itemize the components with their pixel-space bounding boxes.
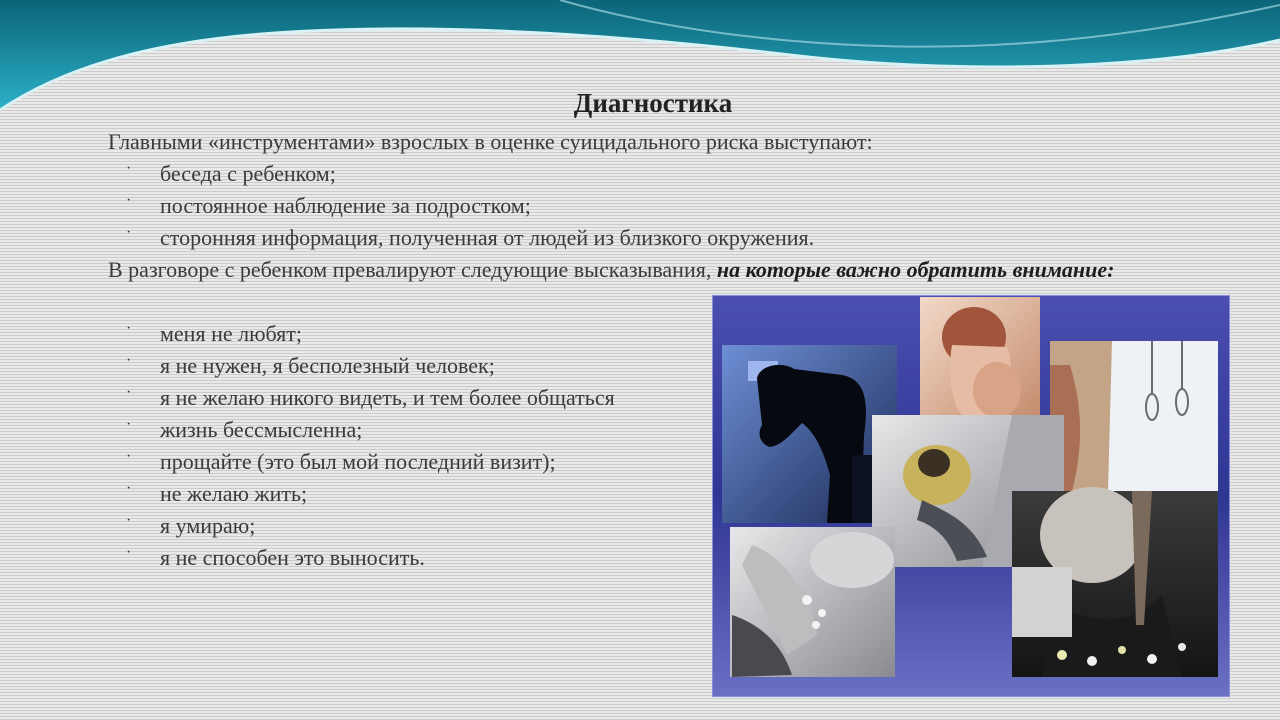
bullet-icon: · [126, 512, 132, 529]
bullet-icon: · [126, 192, 132, 209]
statement-item: · я умираю; [126, 512, 256, 538]
bullet-icon: · [126, 160, 132, 177]
statements-intro: В разговоре с ребенком превалируют следующие высказывания, [108, 257, 712, 282]
statement-item: · жизнь бессмысленна; [126, 416, 363, 442]
photo-girl-hugging-knees [920, 297, 1040, 418]
statement-item: · я не желаю никого видеть, и тем более общаться [126, 384, 615, 410]
photo-hand-with-pills [730, 527, 895, 677]
statements-paragraph [60, 254, 1248, 286]
bullet-icon: · [126, 352, 132, 369]
statements-emphasis: на которые важно обратить [716, 257, 1008, 282]
tools-list-item: · постоянное наблюдение за подростком; [126, 192, 531, 218]
tools-list [110, 158, 814, 254]
slide-title: Диагностика [573, 88, 733, 118]
statements-list [110, 318, 615, 574]
photo-nooses-window [1050, 341, 1218, 491]
bullet-icon: · [126, 448, 132, 465]
tools-list-item: · сторонняя информация, полученная от людей из близкого окружения. [126, 224, 815, 250]
intro-paragraph: Главными «инструментами» взрослых в оценке суицидального риска выступают: [108, 129, 873, 154]
bullet-icon: · [126, 320, 132, 337]
bullet-icon: · [126, 480, 132, 497]
photo-silhouette-at-window [722, 345, 897, 523]
bullet-icon: · [126, 384, 132, 401]
statement-item: · я не способен это выносить. [126, 544, 425, 570]
statements-emphasis-end: внимание: [1012, 257, 1115, 282]
tools-list-item: · беседа с ребенком; [126, 160, 336, 186]
bullet-icon: · [126, 224, 132, 241]
bullet-icon: · [126, 416, 132, 433]
photo-teen-with-knife-and-pills [1012, 487, 1218, 677]
statement-item: · я не нужен, я бесполезный человек; [126, 352, 495, 378]
bullet-icon: · [126, 544, 132, 561]
statement-item: · прощайте (это был мой последний визит); [126, 448, 556, 474]
statement-item: · не желаю жить; [126, 480, 308, 506]
photo-collage [712, 295, 1230, 697]
statement-item: · меня не любят; [126, 320, 303, 346]
